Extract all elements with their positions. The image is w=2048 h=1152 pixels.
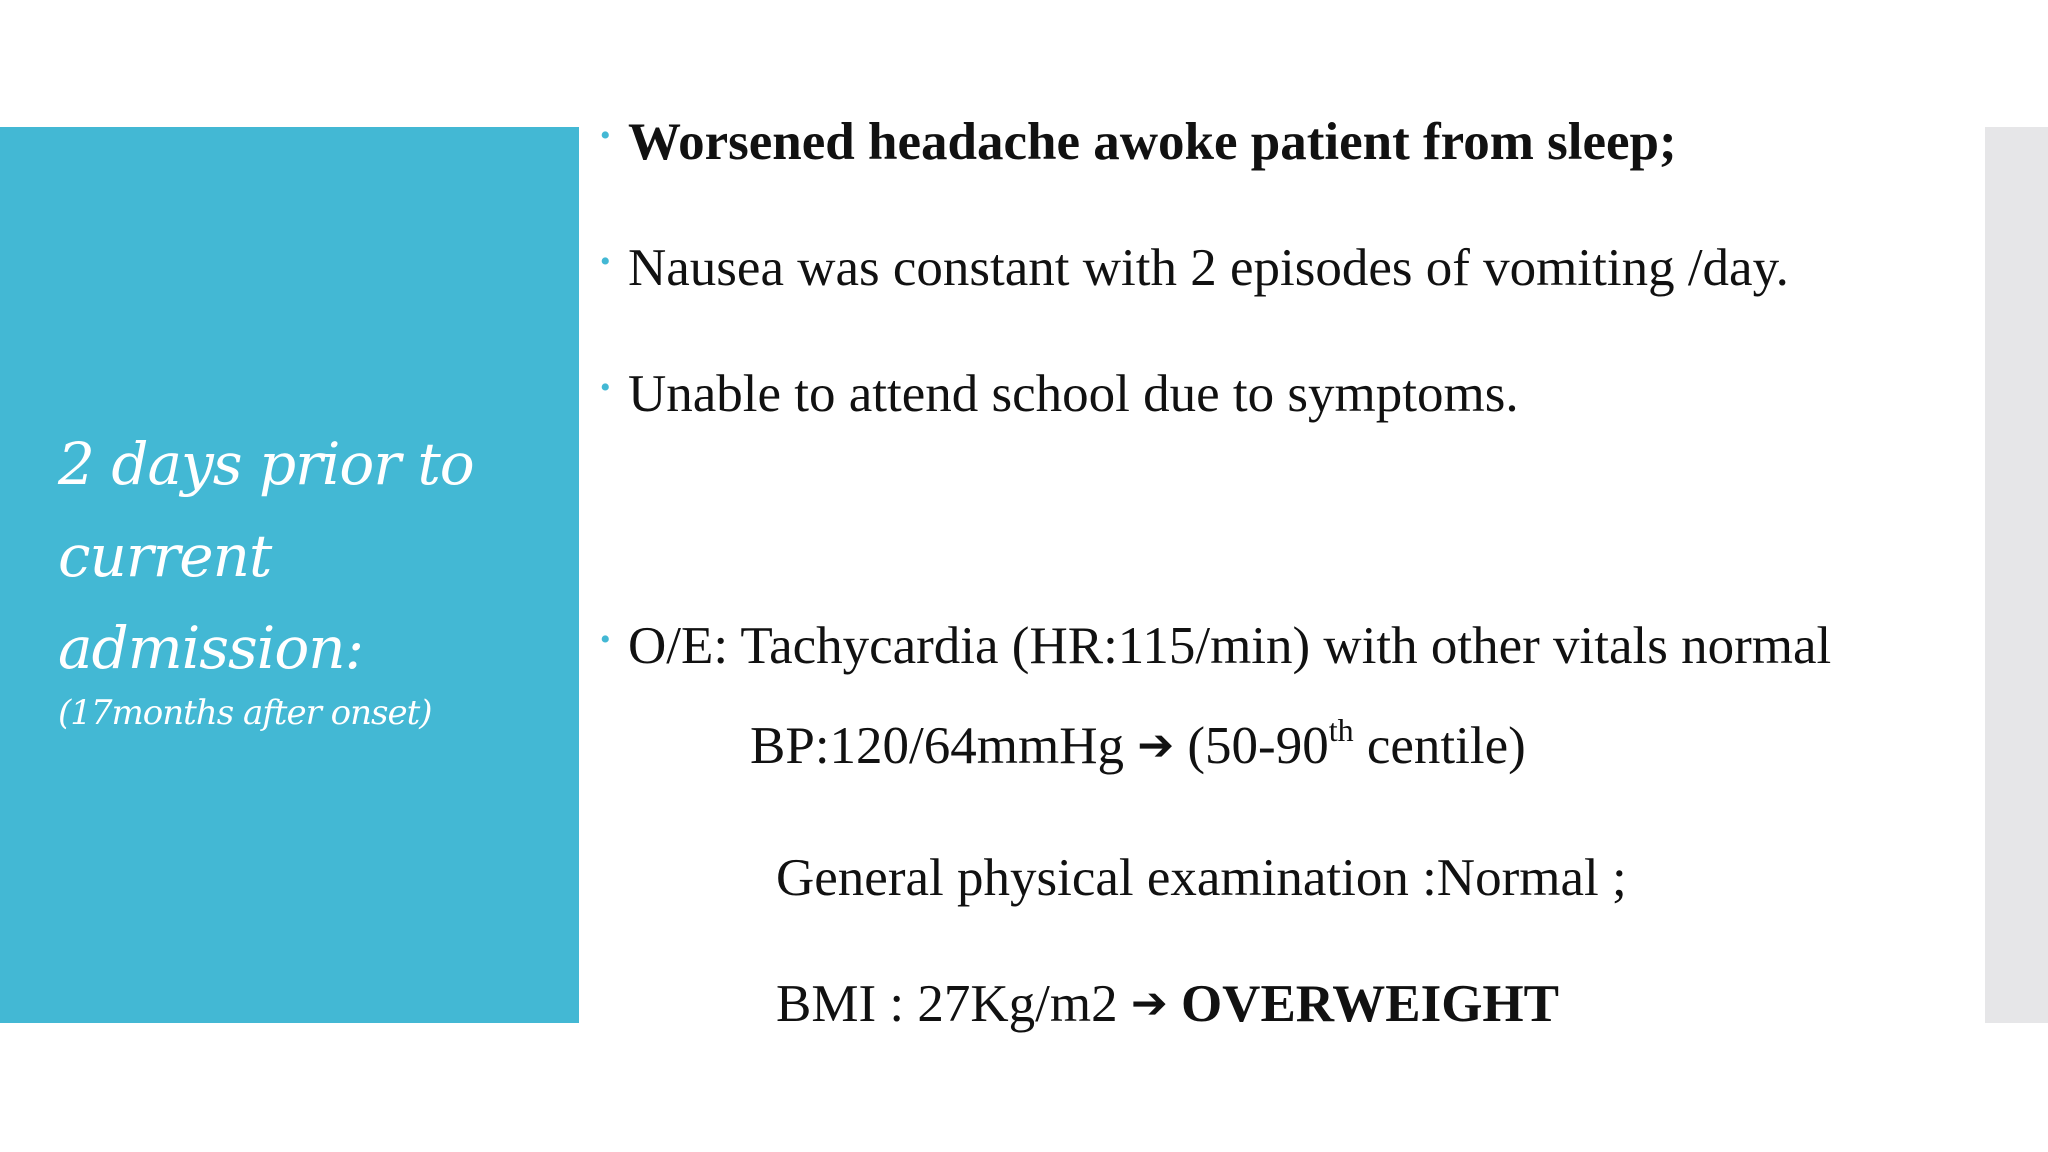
section-title [58,418,558,694]
bullet-dot-icon: • [600,371,611,404]
bullet-item-2 [600,230,1789,300]
section-title-line-3: admission: [58,614,364,682]
bp-range-prefix: (50-90 [1187,717,1329,775]
bullet-item-4 [600,608,1831,678]
bullet-text: Unable to attend school due to symptoms. [628,365,1519,423]
bmi-result: OVERWEIGHT [1180,975,1559,1033]
bmi-line [776,972,1559,1036]
bullet-text: O/E: Tachycardia (HR:115/min) with other vitals normal [628,617,1832,675]
section-title-line-2: current [58,522,272,590]
arrow-right-icon: ➔ [1137,720,1175,771]
bp-range-superscript: th [1328,712,1354,748]
section-subtitle: (17months after onset) [58,693,432,733]
bullet-dot-icon: • [600,623,611,656]
blood-pressure-line [750,714,1526,778]
bp-value: BP:120/64mmHg [750,717,1125,775]
bullet-dot-icon: • [600,245,611,278]
bullet-item-3 [600,356,1519,426]
right-edge-strip [1985,127,2048,1023]
bullet-dot-icon: • [600,119,611,152]
arrow-right-icon: ➔ [1130,978,1168,1029]
bmi-value: BMI : 27Kg/m2 [776,975,1118,1033]
bp-range-suffix: centile) [1353,717,1526,775]
general-exam-line: General physical examination :Normal ; [776,849,1627,907]
section-title-line-1: 2 days prior to [58,430,474,498]
bullet-item-1 [600,104,1677,174]
bullet-text: Nausea was constant with 2 episodes of vomiting /day. [628,239,1789,297]
bullet-text: Worsened headache awoke patient from sleep; [628,113,1677,171]
